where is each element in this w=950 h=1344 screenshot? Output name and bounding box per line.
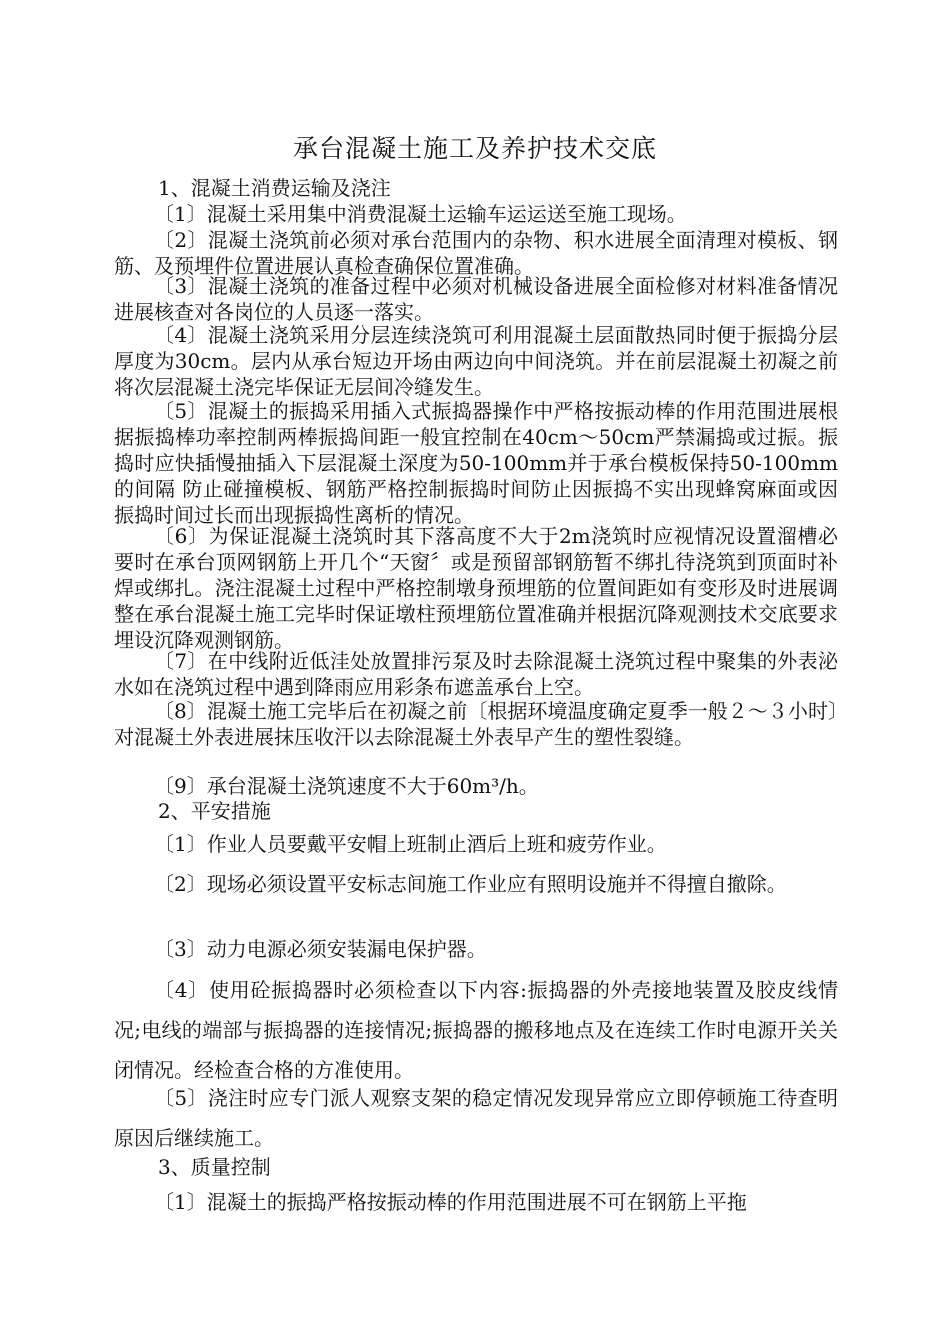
section-1-item-4: 〔4〕混凝土浇筑采用分层连续浇筑可利用混凝土层面散热同时便于振捣分层厚度为30cm。层内从承台短边开场由两边向中间浇筑。并在前层混凝土初凝之前将次层混凝土浇完毕保证无层间冷缝发生。 <box>114 323 838 399</box>
section-1-heading: 1、混凝土消费运输及浇注 <box>158 176 391 200</box>
section-3-item-1: 〔1〕混凝土的振捣严格按振动棒的作用范围进展不可在钢筋上平拖 <box>154 1190 747 1214</box>
section-2-heading: 2、平安措施 <box>158 799 271 823</box>
section-2-item-5: 〔5〕浇注时应专门派人观察支架的稳定情况发现异常应立即停顿施工待查明原因后继续施工。 <box>114 1086 838 1150</box>
section-2-item-1: 〔1〕作业人员要戴平安帽上班制止酒后上班和疲劳作业。 <box>154 832 667 856</box>
section-1-item-5: 〔5〕混凝土的振捣采用插入式振捣器操作中严格按振动棒的作用范围进展根据振捣棒功率控制两棒振捣间距一般宜控制在40cm～50cm严禁漏捣或过振。振捣时应快插慢抽插入下层混凝土深度为50-100mm并于承台模板保持50-100mm的间隔 防止碰撞模板、钢筋严格控制振捣时间防止因振捣不实出现蜂窝麻面或因振捣时间过长而出现振捣性离析的情况。 <box>114 399 838 527</box>
section-2-item-3: 〔3〕动力电源必须安装漏电保护器。 <box>154 937 487 961</box>
section-1-item-1: 〔1〕混凝土采用集中消费混凝土运输车运运送至施工现场。 <box>154 202 687 226</box>
section-1-item-8: 〔8〕混凝土施工完毕后在初凝之前〔根据环境温度确定夏季一般２～３小时〕对混凝土外表进展抹压收汗以去除混凝土外表早产生的塑性裂缝。 <box>114 699 838 749</box>
section-3-heading: 3、质量控制 <box>158 1155 271 1179</box>
section-1-item-7: 〔7〕在中线附近低洼处放置排污泵及时去除混凝土浇筑过程中聚集的外表泌水如在浇筑过程中遇到降雨应用彩条布遮盖承台上空。 <box>114 649 838 699</box>
section-2-item-2: 〔2〕现场必须设置平安标志间施工作业应有照明设施并不得擅自撤除。 <box>154 872 787 896</box>
section-1-item-2: 〔2〕混凝土浇筑前必须对承台范围内的杂物、积水进展全面清理对模板、钢筋、及预埋件位置进展认真检查确保位置准确。 <box>114 228 838 278</box>
section-2-item-4: 〔4〕使用砼振捣器时必须检查以下内容:振捣器的外壳接地装置及胶皮线情况;电线的端部与振捣器的连接情况;振捣器的搬移地点及在连续工作时电源开关关闭情况。经检查合格的方准使用。 <box>114 978 838 1082</box>
document-title: 承台混凝土施工及养护技术交底 <box>292 134 657 163</box>
section-1-item-3: 〔3〕混凝土浇筑的准备过程中必须对机械设备进展全面检修对材料准备情况进展核查对各岗位的人员逐一落实。 <box>114 274 838 324</box>
section-1-item-6: 〔6〕为保证混凝土浇筑时其下落高度不大于2m浇筑时应视情况设置溜槽必要时在承台顶网钢筋上开几个“天窗〞或是预留部钢筋暂不绑扎待浇筑到顶面时补焊或绑扎。浇注混凝土过程中严格控制墩身预埋筋的位置间距如有变形及时进展调整在承台混凝土施工完毕时保证墩柱预埋筋位置准确并根据沉降观测技术交底要求埋设沉降观测钢筋。 <box>114 524 838 652</box>
section-1-item-9: 〔9〕承台混凝土浇筑速度不大于60m³/h。 <box>154 774 539 798</box>
